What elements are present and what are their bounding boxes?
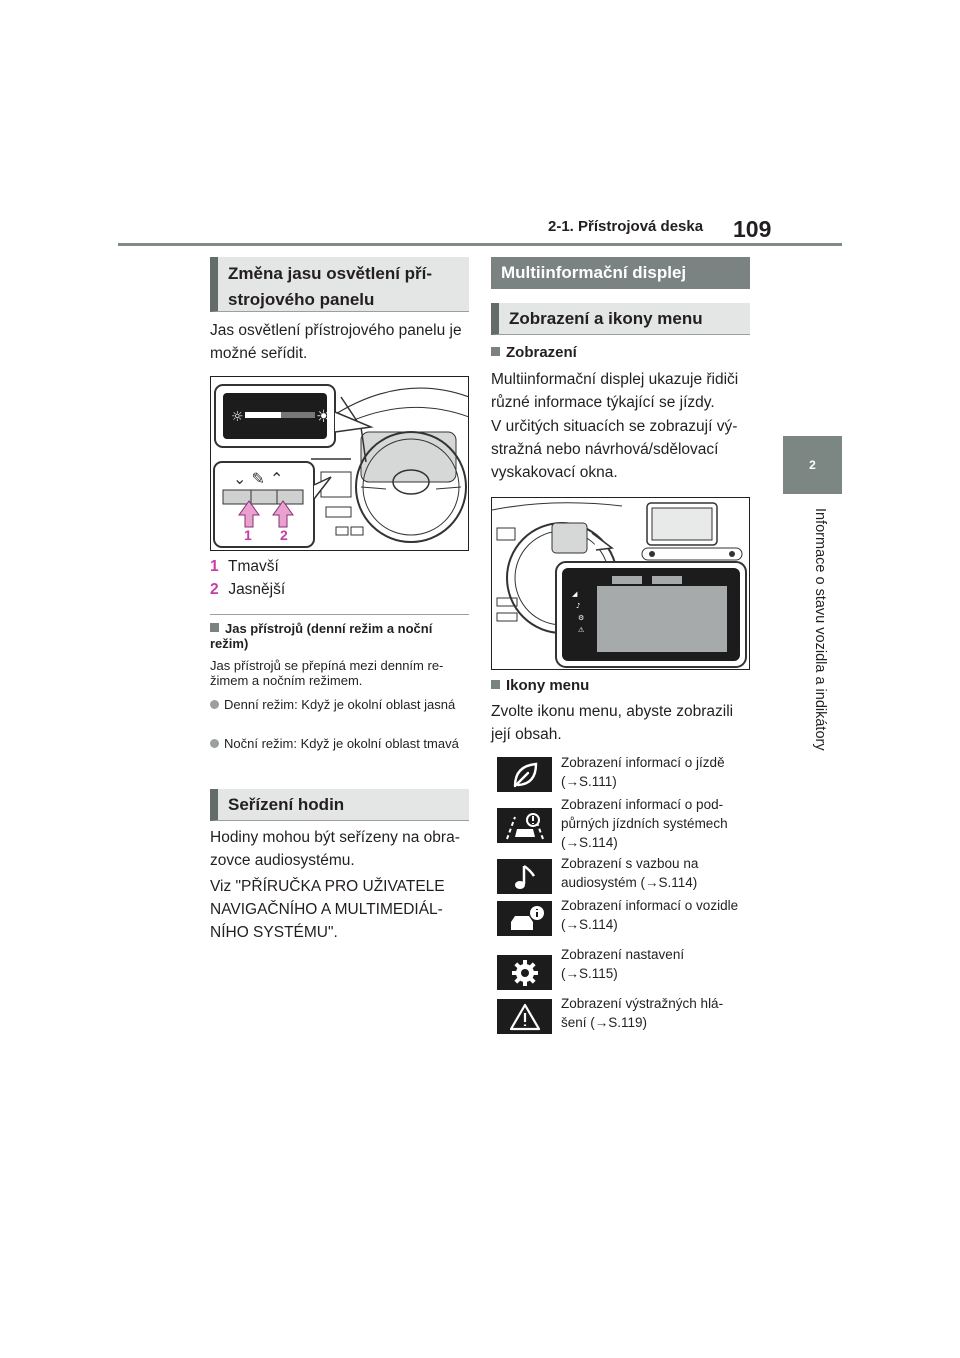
dot-bullet-icon [210,739,219,748]
note-heading: Jas přístrojů (denní režim a noční režim) [210,621,433,651]
clock-text-2: Viz "PŘÍRUČKA PRO UŽIVATELE NAVIGAČNÍHO A MULTIMEDIÁL-NÍHO SYSTÉMU". [210,878,445,941]
car-info-icon [497,901,552,936]
svg-text:◢: ◢ [572,590,578,598]
heading-multiinfo: Multiinformační displej [491,257,750,289]
legend-item-1: 1 Tmavší [210,558,279,575]
svg-text:⚙: ⚙ [578,614,585,622]
brightness-figure [210,376,469,551]
leaf-icon [497,757,552,792]
display-text-2: V určitých situacích se zobrazují vý-stražná nebo návrhová/sdělovací vyskakovací okna. [491,418,738,481]
multiinfo-figure [491,497,750,670]
instrument-panel-illustration [211,377,469,551]
driver-assist-icon [497,808,552,843]
divider [210,614,469,615]
section-display-title: Zobrazení [491,344,577,361]
heading-menu: Zobrazení a ikony menu [491,303,750,335]
header-rule [118,243,842,246]
section-title: 2-1. Přístrojová deska [548,218,704,235]
icon-desc-warnings: Zobrazení výstražných hlá- šení (→S.119) [561,996,724,1030]
section-icons-title: Ikony menu [491,677,589,694]
icon-desc-assist: Zobrazení informací o pod- půrných jízdních systémech (→S.114) [561,797,728,850]
warning-icon [497,999,552,1034]
svg-text:☼: ☼ [231,409,244,425]
svg-text:♪: ♪ [576,602,581,610]
square-bullet-icon [491,347,500,356]
note-text: Jas přístrojů se přepíná mezi denním re-žimem a nočním režimem. [210,658,444,688]
multiinfo-display-illustration [492,498,750,670]
icon-desc-drive-info: Zobrazení informací o jízdě (→S.111) [561,755,725,789]
icon-desc-settings: Zobrazení nastavení (→S.115) [561,947,685,981]
svg-text:☀: ☀ [316,407,332,427]
chapter-number: 2 [809,458,816,472]
heading-clock: Seřízení hodin [210,789,469,821]
legend-item-2: 2 Jasnější [210,581,286,598]
music-note-icon [497,859,552,894]
brightness-intro: Jas osvětlení přístrojového panelu je možné seřídit. [210,322,462,362]
icon-desc-vehicle: Zobrazení informací o vozidle (→S.114) [561,898,739,932]
icon-desc-audio: Zobrazení s vazbou na audiosystém (→S.114) [561,856,699,890]
svg-text:⌄ ✎ ⌃: ⌄ ✎ ⌃ [233,469,284,488]
clock-text-1: Hodiny mohou být seřízeny na obra-zovce audiosystému. [210,829,460,869]
icons-text: Zvolte ikonu menu, abyste zobrazili její obsah. [491,703,734,743]
dot-bullet-icon [210,700,219,709]
gear-icon [497,955,552,990]
chapter-title: Informace o stavu vozidla a indikátory [812,508,828,751]
svg-text:⚠: ⚠ [578,626,585,634]
bullet-day-mode: Denní režim: Když je okolní oblast jasná [210,697,469,712]
square-bullet-icon [491,680,500,689]
page-number: 109 [733,216,772,242]
bullet-night-mode: Noční režim: Když je okolní oblast tmavá [210,736,469,751]
display-text-1: Multiinformační displej ukazuje řidiči různé informace týkající se jízdy. [491,371,739,411]
square-bullet-icon [210,623,219,632]
figure-label-1: 1 [244,527,252,543]
heading-brightness: Změna jasu osvětlení pří- strojového panelu [210,257,469,312]
figure-label-2: 2 [280,527,288,543]
